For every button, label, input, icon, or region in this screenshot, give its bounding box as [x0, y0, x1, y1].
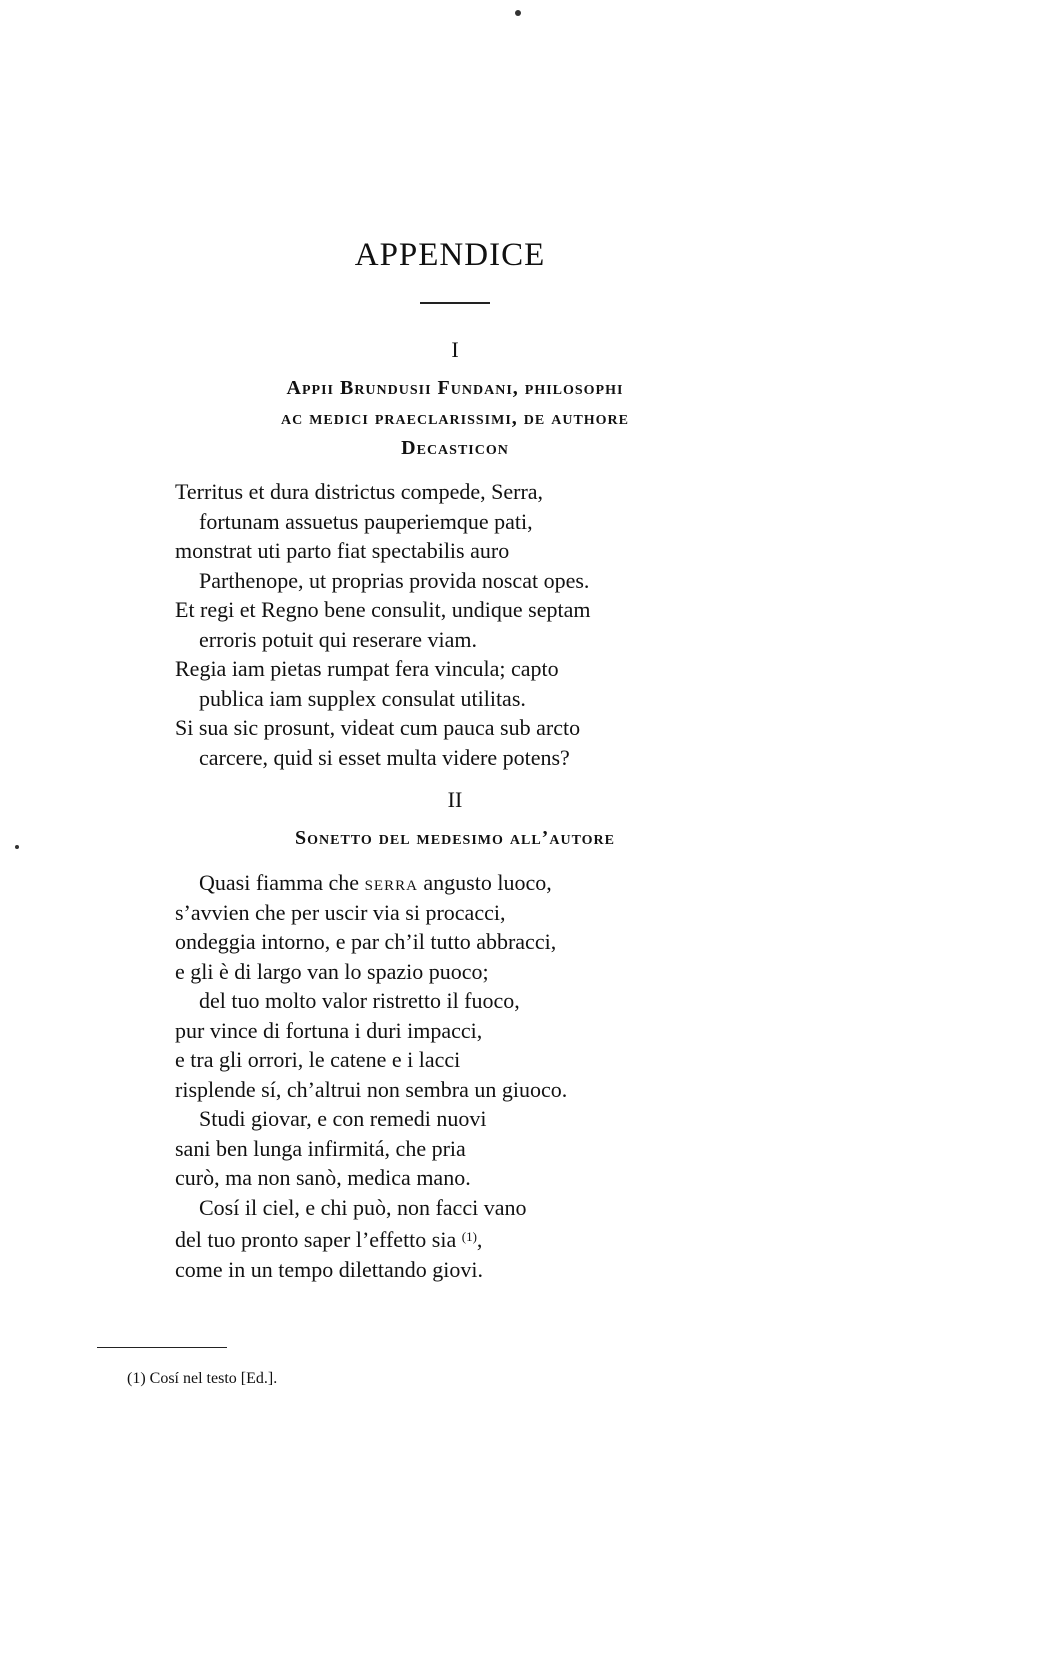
verse-line: ondeggia intorno, e par ch’il tutto abbracci,	[175, 929, 557, 954]
verse-line: curò, ma non sanò, medica mano.	[175, 1165, 471, 1190]
verse-line: Studi giovar, e con remedi nuovi	[199, 1106, 487, 1131]
verse-line: Regia iam pietas rumpat fera vincula; capto	[175, 656, 559, 681]
verse-line: publica iam supplex consulat utilitas.	[199, 685, 526, 711]
verse-fragment: Quasi fiamma che	[199, 870, 365, 895]
verse-line: Territus et dura districtus compede, Serra,	[175, 479, 544, 504]
verse-line: come in un tempo dilettando giovi.	[175, 1256, 483, 1282]
scan-speck	[15, 845, 19, 849]
verse-line: e tra gli orrori, le catene e i lacci	[175, 1047, 461, 1072]
verse-line: Cosí il ciel, e chi può, non facci vano	[199, 1194, 527, 1220]
verse-line: monstrat uti parto fiat spectabilis auro	[175, 538, 510, 563]
verse-line: carcere, quid si esset multa videre potens?	[199, 744, 570, 770]
page-title: APPENDICE	[354, 237, 546, 273]
verse-fragment: angusto luoco,	[417, 870, 552, 895]
verse-line: Si sua sic prosunt, videat cum pauca sub arcto	[175, 715, 581, 740]
verse-fragment: ,	[476, 1227, 483, 1252]
footnote: (1) Cosí nel testo [Ed.].	[127, 1370, 278, 1387]
title-rule	[420, 302, 490, 304]
heading-line: ac medici praeclarissimi, de authore	[280, 407, 630, 429]
decasticon-poem	[175, 477, 590, 772]
verse-line: Et regi et Regno bene consulit, undique septam	[175, 597, 591, 622]
section-heading-2: Sonetto del medesimo all’autore	[295, 827, 615, 849]
small-caps-word: serra	[364, 870, 418, 895]
section-number-1: I	[451, 337, 459, 362]
verse-line	[175, 1222, 567, 1255]
heading-line: Decasticon	[401, 437, 509, 459]
section-heading-1	[0, 373, 910, 463]
verse-line: Parthenope, ut proprias provida noscat opes.	[199, 567, 590, 593]
verse-line: erroris potuit qui reserare viam.	[199, 626, 477, 652]
scan-speck	[515, 10, 521, 16]
sonnet-poem	[175, 868, 567, 1284]
verse-line: s’avvien che per uscir via si procacci,	[175, 899, 506, 925]
verse-line: e gli è di largo van lo spazio puoco;	[175, 958, 489, 984]
verse-line: risplende sí, ch’altrui non sembra un giuoco.	[175, 1076, 568, 1102]
verse-line: del tuo molto valor ristretto il fuoco,	[199, 988, 520, 1013]
verse-fragment: del tuo pronto saper l’effetto sia	[175, 1227, 462, 1252]
verse-line: sani ben lunga infirmitá, che pria	[175, 1135, 466, 1161]
heading-line: Appii Brundusii Fundani, philosophi	[286, 377, 624, 399]
verse-line: fortunam assuetus pauperiemque pati,	[199, 508, 533, 534]
section-number-2: II	[447, 787, 463, 812]
footnote-rule	[97, 1347, 227, 1348]
footnote-reference[interactable]: (1)	[461, 1229, 477, 1244]
verse-line: pur vince di fortuna i duri impacci,	[175, 1017, 483, 1043]
verse-line	[175, 868, 567, 898]
